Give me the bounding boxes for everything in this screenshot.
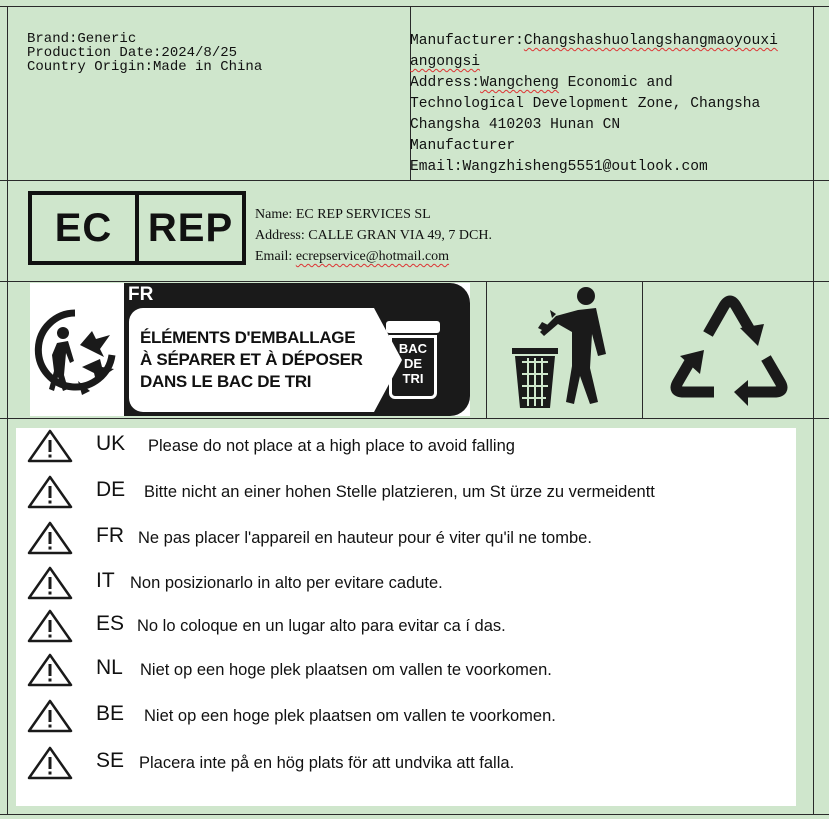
warning-row-nl bbox=[16, 652, 796, 692]
warning-language-code: BE bbox=[96, 702, 125, 725]
warning-text: Ne pas placer l'appareil en hauteur pour é viter qu'il ne tombe. bbox=[138, 529, 592, 547]
bin-text-2: DE bbox=[403, 356, 423, 371]
bin-lid bbox=[386, 321, 440, 333]
ec-rep-address: Address: CALLE GRAN VIA 49, 7 DCH. bbox=[255, 228, 492, 243]
warning-text: Niet op een hoge plek plaatsen om vallen te voorkomen. bbox=[144, 707, 556, 725]
warning-language-code: ES bbox=[96, 612, 125, 635]
table-border-left bbox=[7, 6, 8, 814]
ec-rep-email-label: Email: bbox=[255, 249, 296, 264]
warning-triangle-icon bbox=[26, 698, 74, 734]
triman-fr-badge: FR bbox=[128, 284, 154, 305]
tidyman-bin-icon bbox=[508, 284, 618, 412]
warning-text: Niet op een hoge plek plaatsen om vallen te voorkomen. bbox=[140, 661, 552, 679]
icon-col-divider-1 bbox=[486, 281, 487, 418]
manufacturer-email: Email:Wangzhisheng5551@outlook.com bbox=[410, 159, 708, 175]
triman-panel bbox=[30, 283, 470, 416]
warning-row-be bbox=[16, 698, 796, 738]
manufacturer-role: Manufacturer bbox=[410, 138, 516, 154]
warning-triangle-icon bbox=[26, 520, 74, 556]
address-label: Address: bbox=[410, 75, 481, 91]
icon-col-divider-2 bbox=[642, 281, 643, 418]
table-divider-3 bbox=[0, 418, 829, 419]
warning-triangle-icon bbox=[26, 652, 74, 688]
warning-row-se bbox=[16, 745, 796, 785]
bin-label bbox=[389, 341, 437, 386]
ec-logo-text: EC bbox=[54, 206, 113, 250]
warning-row-de bbox=[16, 474, 796, 514]
warning-language-code: FR bbox=[96, 524, 124, 547]
ec-rep-logo bbox=[28, 191, 246, 265]
address-line-3: Changsha 410203 Hunan CN bbox=[410, 117, 621, 133]
table-border-right bbox=[813, 6, 814, 814]
bac-de-tri-bin-icon bbox=[386, 321, 440, 403]
warning-language-code: IT bbox=[96, 569, 115, 592]
warning-triangle-icon bbox=[26, 474, 74, 510]
triman-text bbox=[140, 327, 363, 393]
warning-row-uk bbox=[16, 428, 796, 468]
manufacturer-label: Manufacturer: bbox=[410, 33, 524, 49]
warning-language-code: SE bbox=[96, 749, 125, 772]
manufacturer-name: Changshashuolangshangmaoyouxi bbox=[523, 33, 778, 49]
brand-text: Brand:Generic bbox=[27, 31, 137, 47]
warning-language-code: UK bbox=[96, 432, 126, 455]
warning-text: No lo coloque en un lugar alto para evitar ca í das. bbox=[137, 617, 506, 635]
triman-text-line-3: DANS LE BAC DE TRI bbox=[140, 372, 312, 391]
recycle-triangle-icon bbox=[668, 288, 792, 410]
bin-text-3: TRI bbox=[402, 371, 424, 386]
warning-text: Bitte nicht an einer hohen Stelle platzieren, um St ürze zu vermeidentt bbox=[144, 483, 655, 501]
manufacturer-name-cont: angongsi bbox=[410, 54, 481, 70]
table-divider-2 bbox=[0, 281, 829, 282]
triman-info-box bbox=[124, 283, 470, 416]
warning-triangle-icon bbox=[26, 745, 74, 781]
triman-text-line-1: ÉLÉMENTS D'EMBALLAGE bbox=[140, 328, 356, 347]
product-info bbox=[27, 32, 262, 74]
warning-row-fr bbox=[16, 520, 796, 560]
warning-text: Placera inte på en hög plats för att undvika att falla. bbox=[139, 754, 515, 772]
triman-text-line-2: À SÉPARER ET À DÉPOSER bbox=[140, 350, 363, 369]
production-date-text: Production Date:2024/8/25 bbox=[27, 45, 238, 61]
rep-logo-text: REP bbox=[147, 206, 234, 250]
table-divider-1 bbox=[0, 180, 829, 181]
warning-text: Please do not place at a high place to avoid falling bbox=[148, 437, 515, 455]
triman-person-arrows-icon bbox=[30, 305, 120, 401]
warning-text: Non posizionarlo in alto per evitare cadute. bbox=[130, 574, 443, 592]
address-line-2: Technological Development Zone, Changsha bbox=[410, 96, 761, 112]
ec-rep-name: Name: EC REP SERVICES SL bbox=[255, 207, 431, 222]
table-border-bottom bbox=[0, 814, 829, 815]
bin-text-1: BAC bbox=[398, 341, 428, 356]
manufacturer-info bbox=[410, 31, 778, 178]
address-rest: Economic and bbox=[558, 75, 673, 91]
ec-rep-info bbox=[255, 204, 492, 267]
warning-triangle-icon bbox=[26, 608, 74, 644]
address-city: Wangcheng bbox=[480, 75, 559, 91]
warning-panel bbox=[16, 428, 796, 806]
warning-triangle-icon bbox=[26, 565, 74, 601]
warning-triangle-icon bbox=[26, 428, 74, 464]
table-border-top bbox=[0, 6, 829, 7]
warning-language-code: NL bbox=[96, 656, 123, 679]
warning-language-code: DE bbox=[96, 478, 126, 501]
warning-row-es bbox=[16, 608, 796, 648]
warning-row-it bbox=[16, 565, 796, 605]
ec-rep-email: ecrepservice@hotmail.com bbox=[295, 249, 450, 264]
country-origin-text: Country Origin:Made in China bbox=[27, 59, 263, 75]
